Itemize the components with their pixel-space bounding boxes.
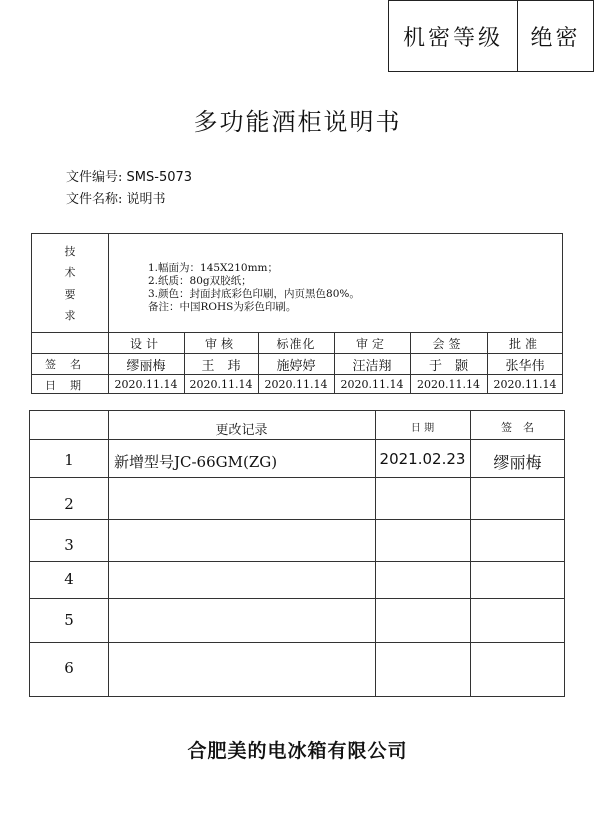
change-row-sign: 缪丽梅 — [493, 453, 542, 472]
change-record-table — [29, 410, 565, 697]
requirements-label-char: 术 — [64, 266, 76, 280]
approval-date: 2020.11.14 — [264, 378, 328, 391]
signer-name: 于 颢 — [428, 359, 468, 374]
classification-label: 机密等级 — [389, 1, 518, 71]
approval-header: 会签 — [432, 337, 465, 351]
approval-header: 标准化 — [276, 337, 316, 351]
change-sign-header: 签 名 — [501, 421, 534, 434]
doc-name-value: 说明书 — [126, 192, 166, 207]
doc-number-label: 文件编号: — [66, 170, 123, 185]
date-row-label: 日期 — [45, 379, 95, 392]
approval-header: 审定 — [355, 337, 388, 351]
requirements-approval-table — [31, 233, 563, 394]
requirements-label-char: 技 — [64, 244, 76, 258]
approval-date: 2020.11.14 — [493, 378, 557, 391]
change-record-header: 更改记录 — [215, 423, 268, 438]
approval-date: 2020.11.14 — [340, 378, 404, 391]
doc-number-value: SMS-5073 — [126, 170, 193, 185]
doc-name-line — [66, 188, 166, 207]
requirements-label-char: 要 — [64, 287, 76, 301]
doc-number-line — [66, 166, 192, 185]
approval-date: 2020.11.14 — [114, 378, 178, 391]
approval-date: 2020.11.14 — [417, 378, 480, 391]
signer-name: 王 玮 — [201, 359, 241, 374]
change-row-number: 6 — [64, 659, 74, 677]
change-row-number: 1 — [64, 451, 74, 469]
document-title: 多功能酒柜说明书 — [193, 108, 402, 136]
signer-name: 施婷婷 — [276, 359, 316, 374]
requirements-line: 1.幅面为：145X210mm； — [148, 262, 278, 274]
classification-value: 绝密 — [530, 25, 581, 51]
requirements-label-char: 求 — [64, 309, 76, 323]
signer-name: 张华伟 — [505, 359, 545, 374]
approval-date: 2020.11.14 — [189, 378, 253, 391]
change-row-number: 3 — [64, 536, 74, 554]
requirements-line: 备注：中国ROHS为彩色印刷。 — [148, 301, 297, 313]
requirements-line: 3.颜色：封面封底彩色印刷，内页黑色80%。 — [148, 288, 360, 300]
sign-row-label: 签名 — [45, 358, 95, 371]
change-row-record: 新增型号JC-66GM(ZG) — [114, 453, 278, 471]
approval-header: 批准 — [508, 337, 541, 351]
change-row-number: 5 — [64, 611, 74, 629]
requirements-text — [148, 262, 360, 314]
approval-header: 设计 — [129, 337, 162, 351]
change-row-number: 4 — [64, 570, 74, 588]
requirements-line: 2.纸质：80g双胶纸； — [148, 275, 252, 287]
signer-name: 汪洁翔 — [352, 359, 392, 374]
signer-name: 缪丽梅 — [126, 359, 166, 374]
approval-header: 审核 — [204, 337, 237, 351]
change-row-date: 2021.02.23 — [379, 450, 466, 468]
change-date-header: 日 期 — [410, 423, 435, 434]
change-row-number: 2 — [64, 495, 74, 513]
classification-box — [388, 0, 594, 72]
company-name: 合肥美的电冰箱有限公司 — [187, 740, 408, 762]
requirements-label — [32, 234, 108, 332]
doc-name-label: 文件名称: — [66, 192, 123, 207]
